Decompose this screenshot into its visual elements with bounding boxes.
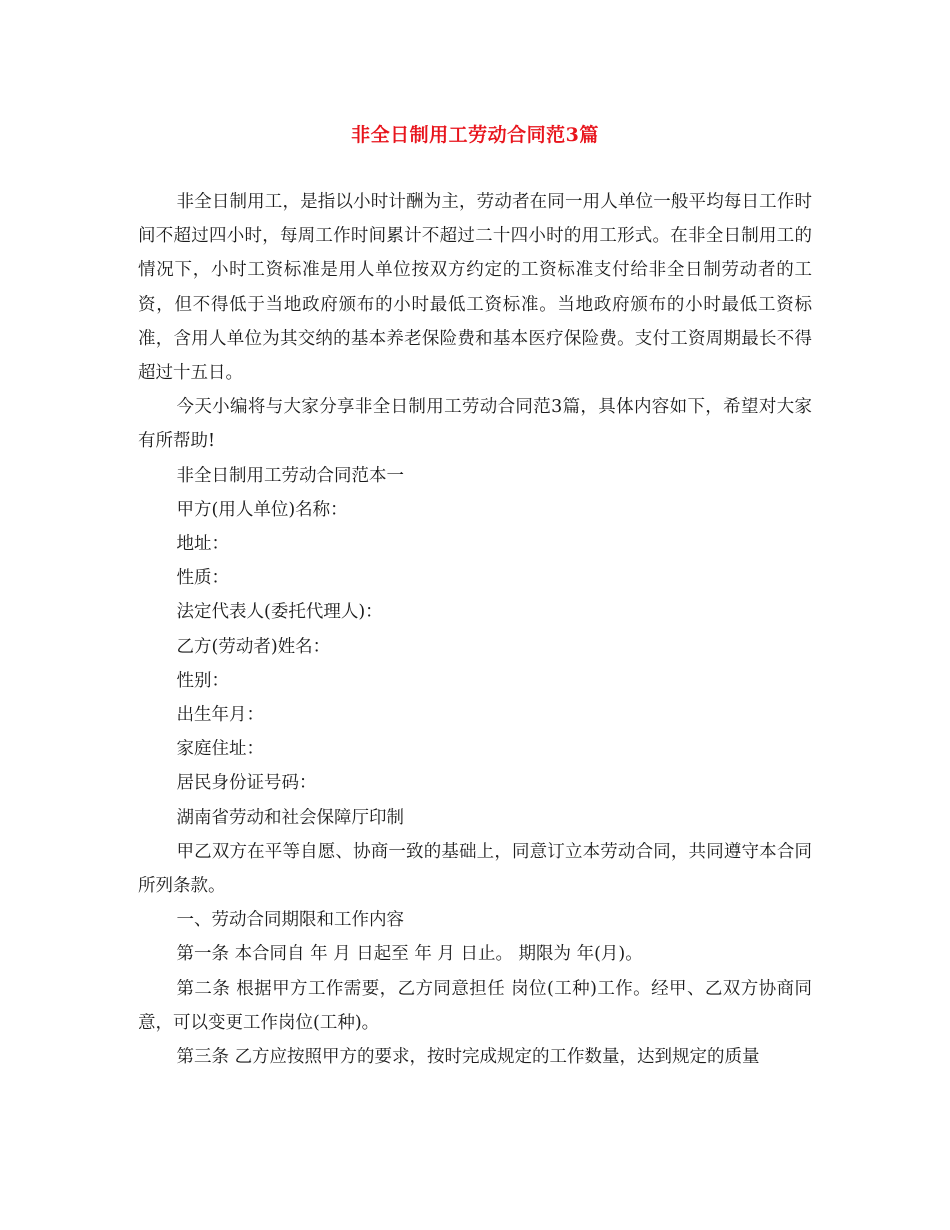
template-heading: 非全日制用工劳动合同范本一 bbox=[176, 465, 404, 486]
address-field: 地址： bbox=[176, 534, 229, 555]
article-two: 第二条 根据甲方工作需要，乙方同意担任 岗位(工种)工作。经甲、乙双方协商同意，可以变更工作岗位(工种)。 bbox=[138, 978, 812, 1033]
nature-field: 性质： bbox=[176, 568, 229, 589]
intro-paragraph: 非全日制用工，是指以小时计酬为主，劳动者在同一用人单位一般平均每日工作时间不超过四小时，每周工作时间累计不超过二十四小时的用工形式。在非全日制用工的情况下，小时工资标准是用人单位按双方约定的工资标准支付给非全日制劳动者的工资，但不得低于当地政府颁布的小时最低工资标准。当地政府颁布的小时最低工资标准，含用人单位为其交纳的基本养老保险费和基本医疗保险费。支付工资周期最长不得超过十五日。 bbox=[138, 192, 812, 384]
article-one: 第一条 本合同自 年 月 日起至 年 月 日止。 期限为 年(月)。 bbox=[176, 944, 643, 965]
share-paragraph: 今天小编将与大家分享非全日制用工劳动合同范3篇，具体内容如下，希望对大家有所帮助! bbox=[138, 397, 812, 452]
section-heading: 一、劳动合同期限和工作内容 bbox=[176, 910, 404, 931]
agreement-paragraph: 甲乙双方在平等自愿、协商一致的基础上，同意订立本劳动合同，共同遵守本合同所列条款。 bbox=[138, 841, 812, 897]
document-title: 非全日制用工劳动合同范3篇 bbox=[351, 124, 599, 146]
party-a-name-field: 甲方(用人单位)名称： bbox=[176, 499, 348, 520]
id-number-field: 居民身份证号码： bbox=[176, 773, 317, 794]
legal-representative-field: 法定代表人(委托代理人)： bbox=[176, 602, 383, 623]
birth-date-field: 出生年月： bbox=[176, 705, 264, 726]
party-b-name-field: 乙方(劳动者)姓名： bbox=[176, 636, 331, 657]
article-three: 第三条 乙方应按照甲方的要求，按时完成规定的工作数量，达到规定的质量 bbox=[176, 1047, 760, 1068]
gender-field: 性别： bbox=[176, 670, 229, 691]
document-body bbox=[138, 185, 812, 1074]
printed-by-line: 湖南省劳动和社会保障厅印制 bbox=[176, 807, 404, 828]
home-address-field: 家庭住址： bbox=[176, 739, 264, 760]
